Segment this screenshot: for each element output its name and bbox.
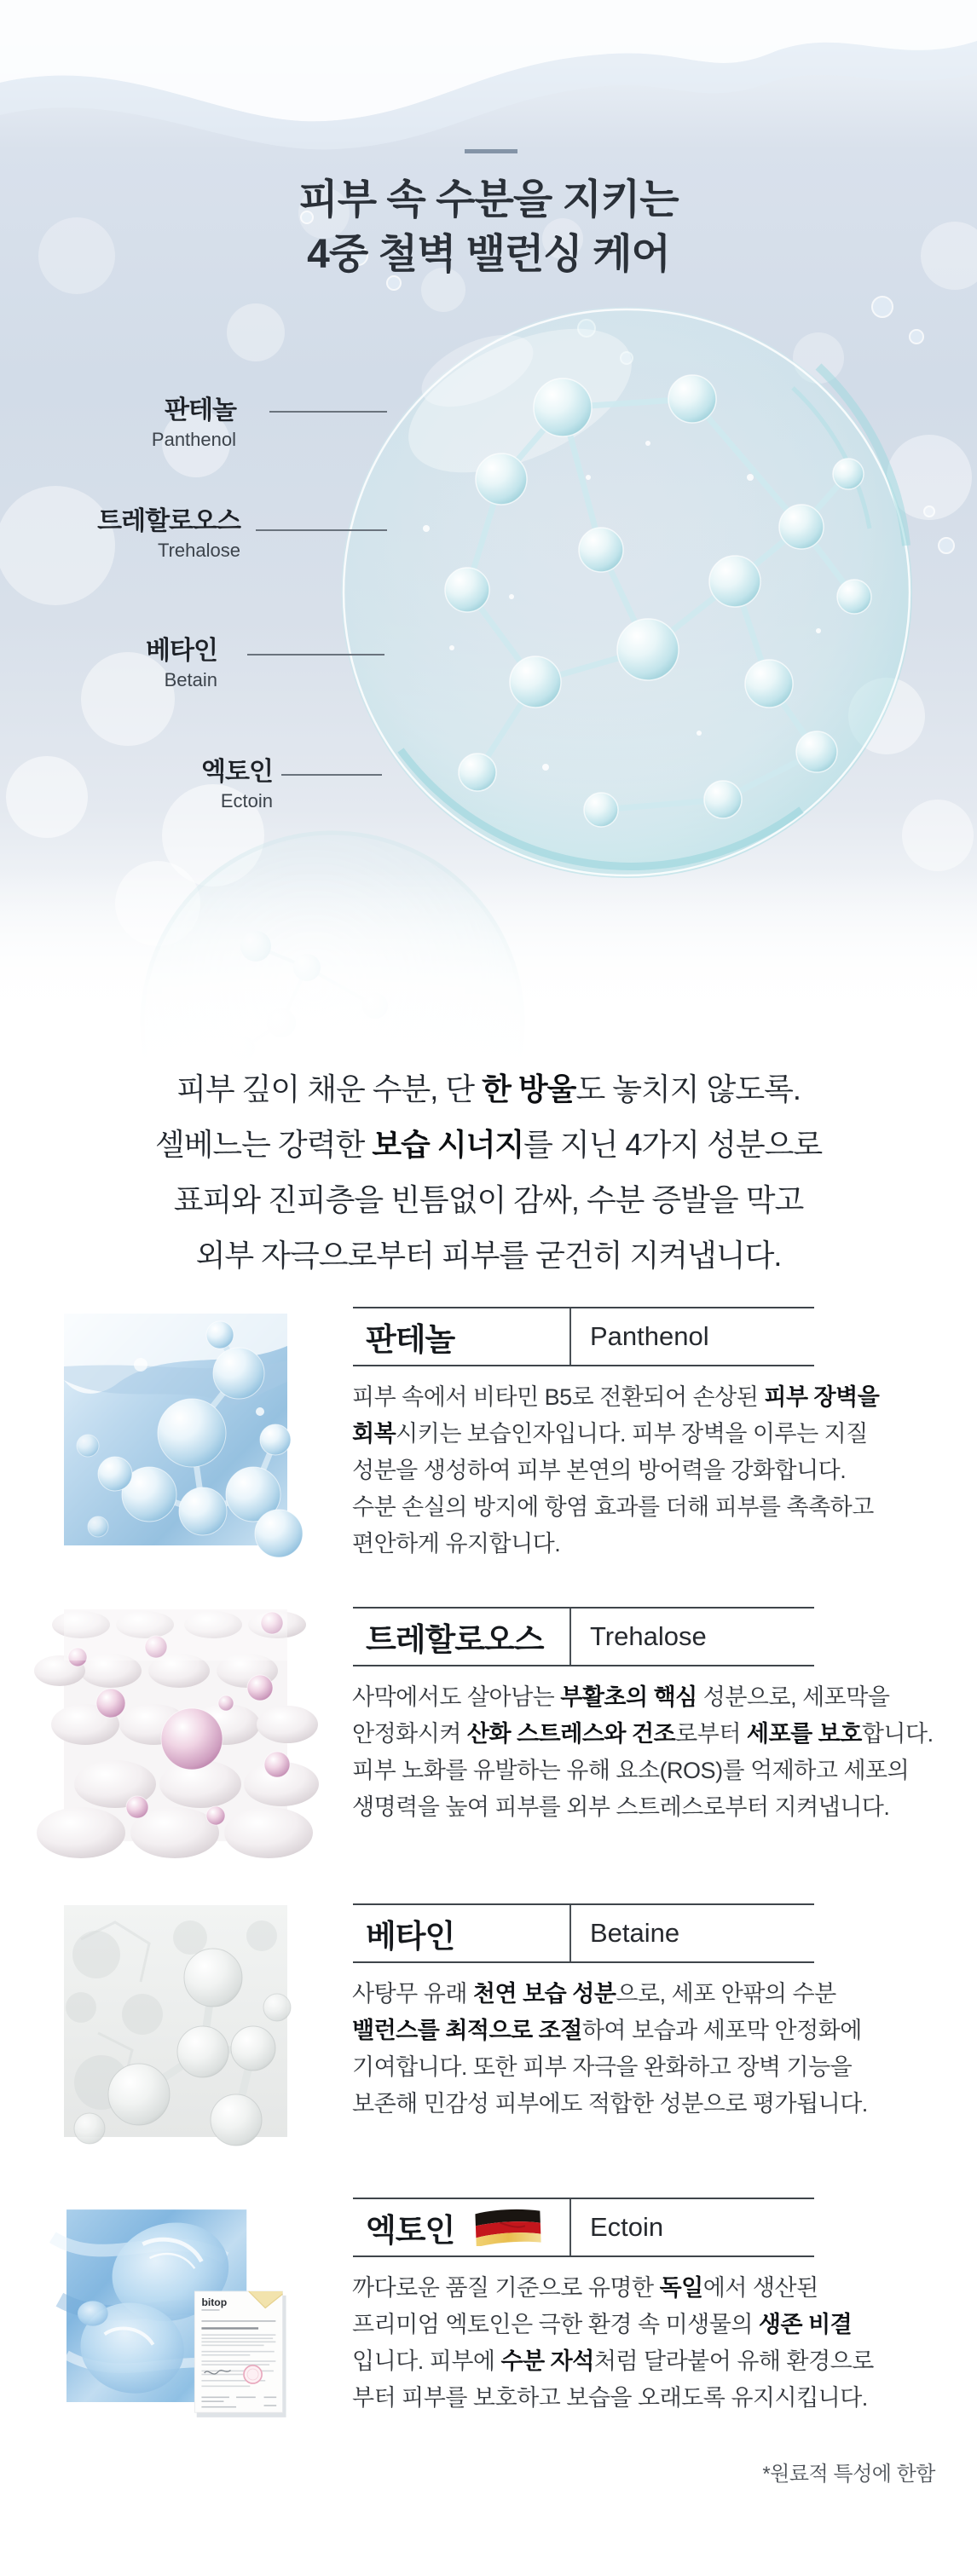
panthenol-thumbnail-image	[64, 1314, 287, 1545]
ingredient-section-betaine	[0, 1903, 977, 2185]
page-title	[0, 173, 977, 282]
section-title-en: Ectoin	[590, 2212, 664, 2242]
section-title-ko: 엑토인	[366, 2213, 455, 2248]
ingredient-label-betain	[146, 629, 217, 691]
section-title-en: Trehalose	[590, 1621, 707, 1651]
section-title-ko: 판테놀	[366, 1322, 455, 1357]
svg-text:bitop: bitop	[201, 2296, 228, 2309]
leader-line	[256, 529, 387, 531]
ingredient-section-trehalose	[0, 1607, 977, 1888]
ingredient-section-panthenol	[0, 1307, 977, 1588]
label-ko: 트레할로오스	[97, 507, 240, 535]
section-title-box	[353, 1607, 814, 1666]
title-divider	[569, 1609, 571, 1665]
footnote: *원료적 특성에 한함	[762, 2463, 935, 2486]
section-title-box	[353, 1903, 814, 1963]
hero-banner	[0, 0, 977, 1066]
section-title-box	[353, 1307, 814, 1366]
title-accent-dash	[465, 149, 517, 153]
label-ko: 베타인	[146, 637, 217, 665]
title-divider	[569, 1905, 571, 1961]
label-ko: 엑토인	[201, 758, 273, 786]
leader-line	[281, 774, 382, 776]
section-description: 사막에서도 살아남는 부활초의 핵심 성분으로, 세포막을 안정화시켜 산화 스트레스와 건조로부터 세포를 보호합니다. 피부 노화를 유발하는 유해 요소(ROS)를 억제하고 세포의 생명력을 높여 피부를 외부 스트레스로부터 지켜냅니다.	[352, 1684, 934, 1820]
certificate-paper	[194, 2291, 286, 2417]
leader-line	[269, 411, 387, 413]
ingredient-label-ectoin	[201, 750, 273, 812]
section-title-ko: 트레할로오스	[366, 1622, 544, 1657]
ingredient-section-ectoin	[0, 2198, 977, 2479]
section-description: 까다로운 품질 기준으로 유명한 독일에서 생산된 프리미엄 엑토인은 극한 환경 속 미생물의 생존 비결 입니다. 피부에 수분 자석처럼 달라붙어 유해 환경으로 부터 피부를 보호하고 보습을 오래도록 유지시킵니다.	[352, 2275, 874, 2411]
label-en: Ectoin	[220, 790, 273, 811]
label-ko: 판테놀	[165, 396, 236, 425]
title-divider	[569, 2199, 571, 2255]
section-title-en: Panthenol	[590, 1321, 709, 1351]
page-title-line2: 4중 철벽 밸런싱 케어	[307, 232, 670, 277]
leader-line	[247, 654, 384, 656]
page-title-line1: 피부 속 수분을 지키는	[298, 177, 679, 222]
ingredient-label-panthenol	[152, 389, 236, 451]
section-description: 피부 속에서 비타민 B5로 전환되어 손상된 피부 장벽을 회복시키는 보습인자입니다. 피부 장벽을 이루는 지질 성분을 생성하여 피부 본연의 방어력을 강화합니다. 수분 손실의 방지에 항염 효과를 더해 피부를 촉촉하고 편안하게 유지합니다.	[352, 1384, 880, 1557]
title-divider	[569, 1308, 571, 1365]
ingredient-label-trehalose	[97, 500, 240, 562]
label-en: Betain	[164, 669, 217, 690]
betaine-thumbnail-image	[64, 1905, 287, 2137]
label-en: Trehalose	[157, 540, 240, 561]
section-title-en: Betaine	[590, 1918, 680, 1948]
section-description: 사탕무 유래 천연 보습 성분으로, 세포 안팎의 수분 밸런스를 최적으로 조절하여 보습과 세포막 안정화에 기여합니다. 또한 피부 자극을 완화하고 장벽 기능을 보존해 민감성 피부에도 적합한 성분으로 평가됩니다.	[352, 1981, 868, 2117]
label-en: Panthenol	[151, 429, 236, 450]
trehalose-thumbnail-image	[64, 1609, 287, 1841]
section-title-box	[353, 2198, 814, 2257]
germany-flag-icon	[474, 2209, 542, 2246]
ectoin-thumbnail-image	[66, 2195, 288, 2432]
section-title-ko: 베타인	[366, 1919, 455, 1954]
intro-paragraph: 피부 깊이 채운 수분, 단 한 방울도 놓치지 않도록. 셀베느는 강력한 보습 시너지를 지닌 4가지 성분으로 표피와 진피층을 빈틈없이 감싸, 수분 증발을 막고 외부 자극으로부터 피부를 굳건히 지켜냅니다.	[154, 1071, 823, 1273]
